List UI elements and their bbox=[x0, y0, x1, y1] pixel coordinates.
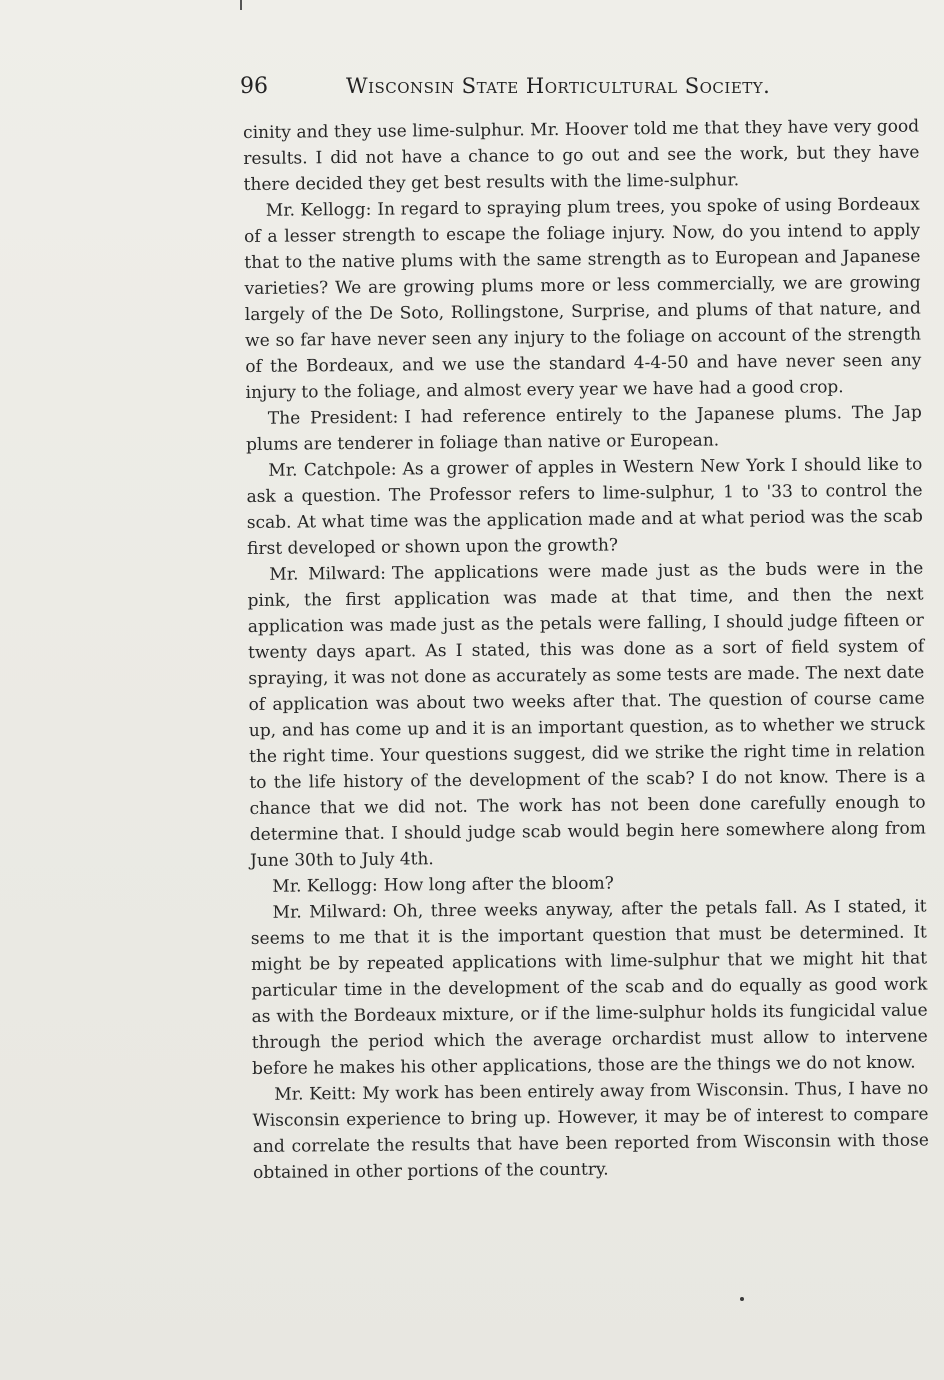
printer-dot bbox=[740, 1297, 744, 1301]
paragraph-text: cinity and they use lime-sulphur. Mr. Hoover told me that they have very good results. I did not have a chance to go out and see the work, but they have there decided they get best results with the lime-sulphur. bbox=[243, 116, 920, 195]
speaker-name: Mr. Milward: bbox=[272, 901, 387, 923]
paragraph-text: The applications were made just as the buds were in the pink, the first application was made at that time, and then the next application was made just as the petals were falling, I should judge fifteen or twenty days apart. As I stated, this was done as a sort of field system of spraying, it was not done as accurately as some tests are made. The next date of application was about two weeks after that. The question of course came up, and has come up and it is an important question, as to whether we struck the right time. Your questions suggest, did we strike the right time in relation to the life history of the development of the scab? I do not know. There is a chance that we did not. The work has not been done carefully enough to determine that. I should judge scab would begin here somewhere along from June 30th to July 4th. bbox=[247, 558, 926, 871]
speaker-name: Mr. Kellogg: bbox=[265, 199, 372, 221]
paragraph-milward-1 bbox=[247, 555, 926, 873]
paragraph-continuation bbox=[243, 114, 920, 198]
paragraph-text: Oh, three weeks anyway, after the petals fall. As I stated, it seems to me that it is the important question that must be determined. It might be by repeated applications with lime-sulphur that we might hit that particular time in the development of the scab and do equally as good work as with the Bordeaux mixture, or if the lime-sulphur holds its fungicidal value through the period which the average orchardist must allow to intervene before he makes his other applications, those are the things we do not know. bbox=[250, 896, 928, 1079]
scan-mark bbox=[240, 0, 242, 10]
paragraph-text: My work has been entirely away from Wisconsin. Thus, I have no Wisconsin experience to bring up. However, it may be of interest to compare and correlate the results that have been reported from Wisconsin with those obtained in other portions of the country. bbox=[252, 1078, 929, 1183]
speaker-name: Mr. Kellogg: bbox=[272, 875, 378, 897]
paragraph-text: As a grower of apples in Western New York I should like to ask a question. The Professor refers to lime-sulphur, 1 to '33 to control the scab. At what time was the application made and at what period was the scab first developed or shown upon the growth? bbox=[246, 454, 923, 559]
paragraph-text: How long after the bloom? bbox=[383, 873, 614, 896]
page-body bbox=[243, 114, 929, 1186]
page-number: 96 bbox=[240, 74, 268, 99]
speaker-name: The President: bbox=[267, 407, 399, 429]
paragraph-kellogg-1 bbox=[244, 192, 922, 406]
paragraph-text: I had reference entirely to the Japanese plums. The Jap plums are tenderer in foliage than native or European. bbox=[246, 402, 922, 455]
running-title: Wisconsin State Horticultural Society. bbox=[346, 74, 771, 98]
page-header bbox=[240, 72, 820, 106]
paragraph-president bbox=[246, 399, 922, 457]
speaker-name: Mr. Keitt: bbox=[274, 1083, 357, 1105]
paragraph-keitt bbox=[252, 1075, 929, 1185]
speaker-name: Mr. Milward: bbox=[269, 563, 386, 585]
speaker-name: Mr. Catchpole: bbox=[268, 459, 397, 481]
paragraph-milward-2 bbox=[250, 893, 928, 1081]
paragraph-catchpole bbox=[246, 451, 923, 561]
paragraph-text: In regard to spraying plum trees, you spoke of using Bordeaux of a lesser strength to escape the foliage injury. Now, do you intend to apply that to the native plums with the same strength as to European and Japanese varieties? We are growing plums more or less commercially, we are growing largely of the De Soto, Rollingstone, Surprise, and plums of that nature, and we so far have never seen any injury to the foliage on account of the strength of the Bordeaux, and we use the standard 4-4-50 and have never seen any injury to the foliage, and almost every year we have had a good crop. bbox=[244, 194, 922, 403]
